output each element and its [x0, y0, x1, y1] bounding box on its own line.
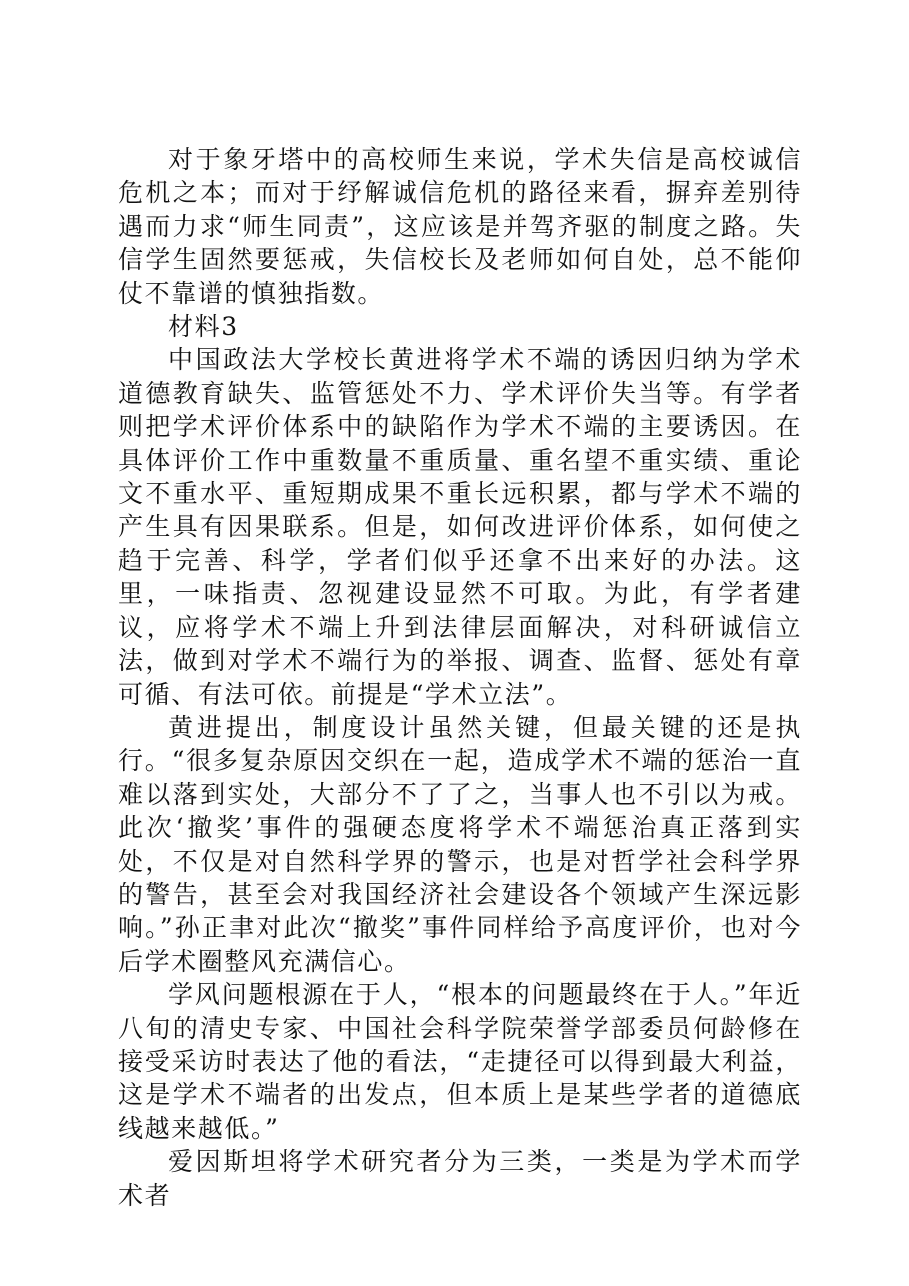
paragraph-study-style: 学风问题根源在于人，“根本的问题最终在于人。”年近八旬的清史专家、中国社会科学院荣誉学部委员何龄修在接受采访时表达了他的看法，“走捷径可以得到最大利益，这是学术不端者的出发点，但本质上是某些学者的道德底线越来越低。”: [118, 980, 802, 1143]
paragraph-campus-integrity: 对于象牙塔中的高校师生来说，学术失信是高校诚信危机之本；而对于纾解诚信危机的路径来看，摒弃差别待遇而力求“师生同责”，这应该是并驾齐驱的制度之路。失信学生固然要惩戒，失信校长及老师如何自处，总不能仰仗不靠谱的慎独指数。: [118, 145, 802, 308]
document-body: [118, 143, 802, 1212]
paragraph-huang-jin-causes: 中国政法大学校长黄进将学术不端的诱因归纳为学术道德教育缺失、监管惩处不力、学术评价失当等。有学者则把学术评价体系中的缺陷作为学术不端的主要诱因。在具体评价工作中重数量不重质量、重名望不重实绩、重论文不重水平、重短期成果不重长远积累，都与学术不端的产生具有因果联系。但是，如何改进评价体系，如何使之趋于完善、科学，学者们似乎还拿不出来好的办法。这里，一味指责、忽视建设显然不可取。为此，有学者建议，应将学术不端上升到法律层面解决，对科研诚信立法，做到对学术不端行为的举报、调查、监督、惩处有章可循、有法可依。前提是“学术立法”。: [118, 345, 802, 709]
paragraph-einstein: 爱因斯坦将学术研究者分为三类，一类是为学术而学术者: [118, 1147, 802, 1210]
paragraph-enforcement: 黄进提出，制度设计虽然关键，但最关键的还是执行。“很多复杂原因交织在一起，造成学术不端的惩治一直难以落到实处，大部分不了了之，当事人也不引以为戒。此次‘撤奖’事件的强硬态度将学术不端惩治真正落到实处，不仅是对自然科学界的警示，也是对哲学社会科学界的警告，甚至会对我国经济社会建设各个领域产生深远影响。”孙正聿对此次“撤奖”事件同样给予高度评价，也对今后学术圈整风充满信心。: [118, 712, 802, 976]
material-3-heading: 材料3: [168, 312, 239, 342]
